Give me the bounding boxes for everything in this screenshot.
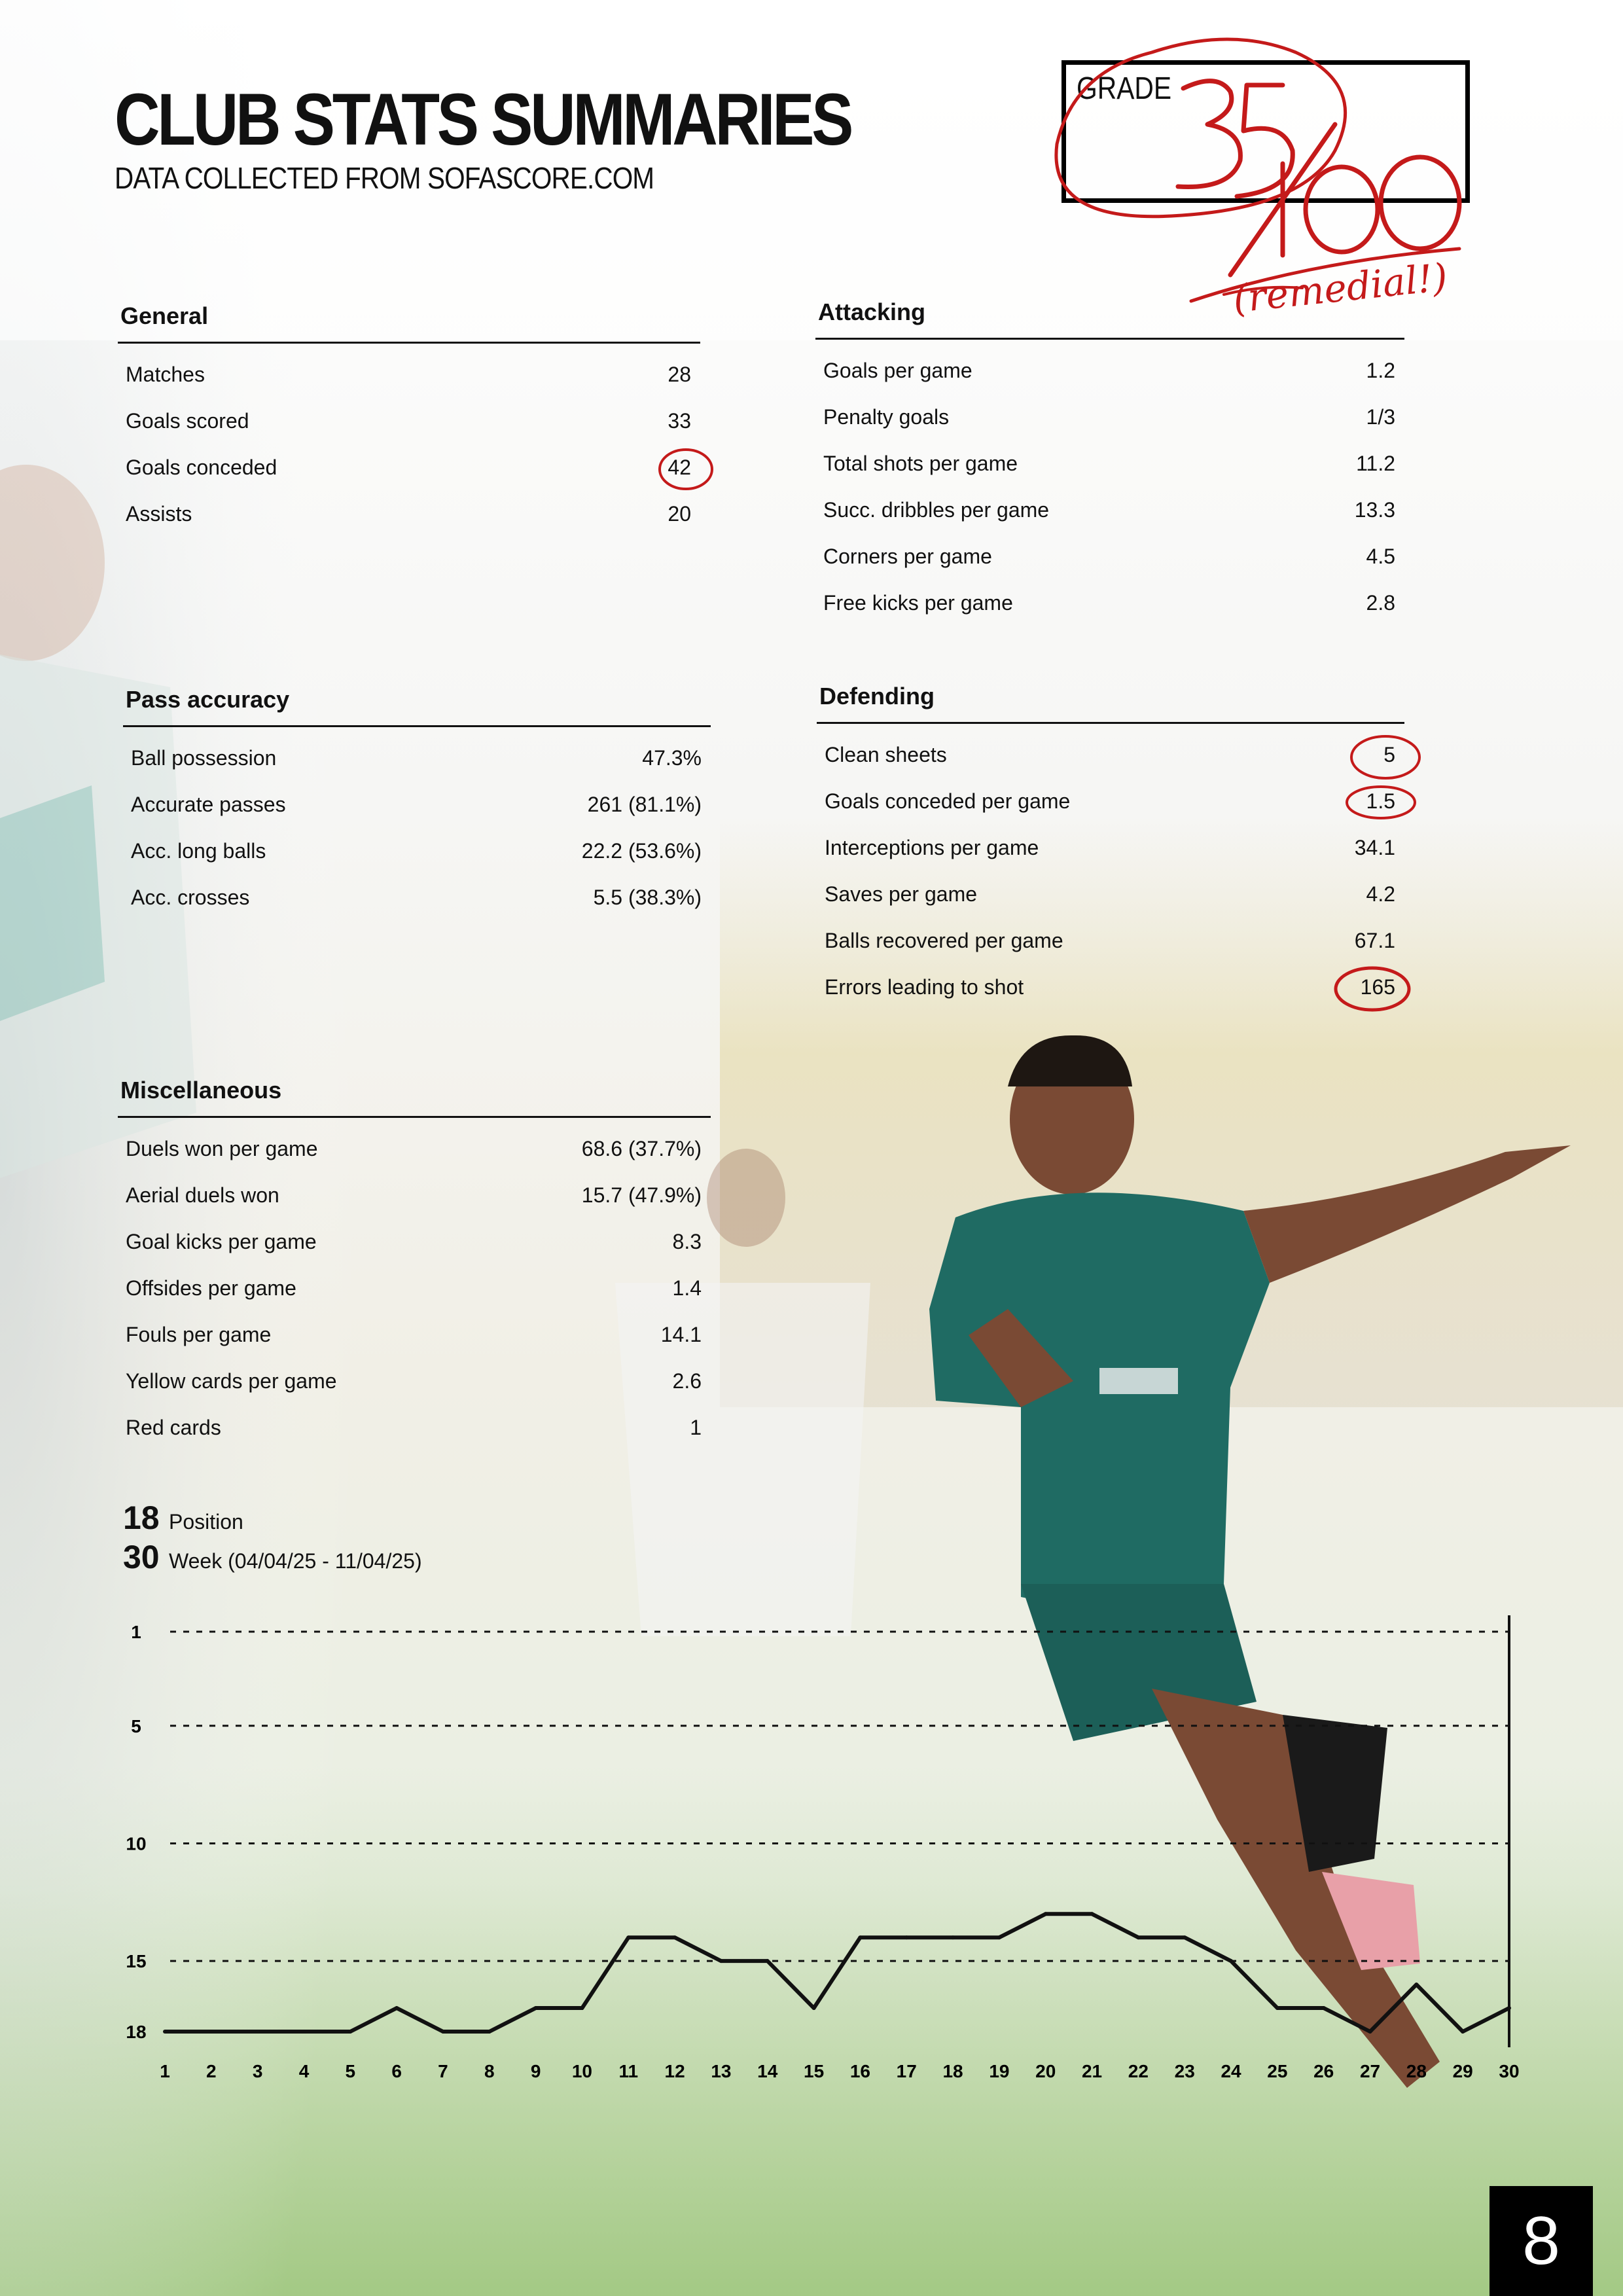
- x-tick-label: 6: [391, 2061, 402, 2081]
- x-tick-label: 18: [942, 2061, 963, 2081]
- stat-row-goals-scored: [118, 398, 700, 444]
- x-tick-label: 24: [1221, 2061, 1241, 2081]
- stat-label: Red cards: [126, 1416, 221, 1439]
- stat-row: [815, 580, 1404, 626]
- stat-row: [817, 964, 1404, 1011]
- stat-label: Aerial duels won: [126, 1183, 279, 1207]
- stat-value: 1.2: [1366, 359, 1395, 382]
- stat-label: Interceptions per game: [825, 836, 1039, 859]
- stat-value: 5: [1383, 743, 1395, 766]
- page-subtitle: DATA COLLECTED FROM SOFASCORE.COM: [115, 161, 654, 195]
- x-tick-label: 16: [849, 2061, 870, 2081]
- section-miscellaneous: [118, 1077, 711, 1451]
- x-tick-label: 7: [438, 2061, 448, 2081]
- stat-row: [123, 828, 711, 874]
- stat-label: Accurate passes: [131, 793, 286, 816]
- x-tick-label: 5: [345, 2061, 356, 2081]
- stat-value: 1.4: [672, 1276, 702, 1300]
- stat-value: 20: [668, 502, 691, 526]
- stat-label: Yellow cards per game: [126, 1369, 337, 1393]
- x-tick-label: 9: [530, 2061, 541, 2081]
- position-summary: [123, 1499, 422, 1577]
- stat-label: Assists: [126, 502, 192, 526]
- stat-label: Saves per game: [825, 882, 978, 906]
- stat-label: Goals conceded: [126, 456, 277, 479]
- x-tick-label: 2: [206, 2061, 217, 2081]
- section-title: Defending: [817, 683, 1404, 724]
- week-label: Week (04/04/25 - 11/04/25): [169, 1549, 422, 1573]
- stat-row: [817, 918, 1404, 964]
- page-number: 8: [1522, 2202, 1560, 2279]
- section-attacking: [815, 298, 1404, 626]
- stat-row: [815, 440, 1404, 487]
- x-tick-label: 30: [1499, 2061, 1520, 2081]
- x-tick-label: 21: [1081, 2061, 1103, 2081]
- stat-row: [123, 874, 711, 921]
- stat-label: Total shots per game: [823, 452, 1018, 475]
- x-tick-label: 19: [989, 2061, 1010, 2081]
- stat-value: 1: [690, 1416, 702, 1439]
- stat-row-matches: [118, 351, 700, 398]
- stat-row: [815, 348, 1404, 394]
- section-general: [118, 302, 700, 537]
- x-tick-label: 15: [804, 2061, 825, 2081]
- stat-label: Offsides per game: [126, 1276, 296, 1300]
- x-tick-label: 4: [298, 2061, 310, 2081]
- stat-value: 28: [668, 363, 691, 386]
- stat-label: Goals conceded per game: [825, 789, 1071, 813]
- x-tick-label: 13: [711, 2061, 732, 2081]
- stat-row: [815, 394, 1404, 440]
- x-tick-label: 27: [1359, 2061, 1381, 2081]
- stat-value: 22.2 (53.6%): [581, 839, 702, 863]
- stat-row: [123, 781, 711, 828]
- page-title: CLUB STATS SUMMARIES: [115, 79, 851, 160]
- stat-value: 165: [1360, 975, 1395, 999]
- grade-label: GRADE: [1077, 71, 1172, 106]
- stat-row-assists: [118, 491, 700, 537]
- stat-row: [118, 1126, 711, 1172]
- x-tick-label: 14: [757, 2061, 778, 2081]
- stat-value: 67.1: [1354, 929, 1395, 952]
- x-tick-label: 11: [618, 2061, 639, 2081]
- stat-label: Penalty goals: [823, 405, 950, 429]
- stat-value: 33: [668, 409, 691, 433]
- x-tick-label: 1: [160, 2061, 170, 2081]
- stat-row: [817, 825, 1404, 871]
- stat-value: 15.7 (47.9%): [581, 1183, 702, 1207]
- stat-value: 14.1: [660, 1323, 702, 1346]
- stat-label: Errors leading to shot: [825, 975, 1024, 999]
- stat-value: 68.6 (37.7%): [581, 1137, 702, 1160]
- x-tick-label: 17: [896, 2061, 917, 2081]
- x-tick-label: 8: [484, 2061, 495, 2081]
- stat-row: [817, 778, 1404, 825]
- x-tick-label: 12: [664, 2061, 685, 2081]
- stat-row: [118, 1405, 711, 1451]
- section-title: Pass accuracy: [123, 686, 711, 727]
- stat-row: [815, 487, 1404, 533]
- stat-value: 261 (81.1%): [587, 793, 702, 816]
- x-tick-label: 10: [571, 2061, 593, 2081]
- stat-row: [123, 735, 711, 781]
- week-line: [123, 1538, 422, 1577]
- stat-label: Acc. long balls: [131, 839, 266, 863]
- stat-value: 2.8: [1366, 591, 1395, 615]
- stat-value: 5.5 (38.3%): [593, 886, 702, 909]
- stat-label: Ball possession: [131, 746, 277, 770]
- stat-value: 13.3: [1354, 498, 1395, 522]
- position-line: [123, 1499, 422, 1538]
- section-pass-accuracy: [123, 686, 711, 921]
- stat-row: [815, 533, 1404, 580]
- stat-label: Duels won per game: [126, 1137, 318, 1160]
- stat-value: 42: [668, 456, 691, 479]
- stat-label: Free kicks per game: [823, 591, 1013, 615]
- position-rank: 18: [123, 1499, 160, 1536]
- x-tick-label: 25: [1267, 2061, 1288, 2081]
- stat-value: 8.3: [672, 1230, 702, 1253]
- x-tick-label: 29: [1452, 2061, 1473, 2081]
- stat-label: Goals per game: [823, 359, 972, 382]
- stat-value: 2.6: [672, 1369, 702, 1393]
- y-tick-label: 1: [131, 1622, 141, 1642]
- stat-row: [118, 1172, 711, 1219]
- x-tick-label: 26: [1313, 2061, 1334, 2081]
- stat-row: [118, 1265, 711, 1312]
- stat-label: Goals scored: [126, 409, 249, 433]
- stat-row: [817, 732, 1404, 778]
- stat-row-goals-conceded: [118, 444, 700, 491]
- stat-value: 11.2: [1356, 452, 1395, 475]
- y-tick-label: 5: [131, 1715, 141, 1736]
- stat-value: 1/3: [1366, 405, 1395, 429]
- x-tick-label: 20: [1035, 2061, 1056, 2081]
- y-tick-label: 18: [126, 2022, 147, 2042]
- stat-value: 1.5: [1366, 789, 1395, 813]
- stat-value: 47.3%: [642, 746, 702, 770]
- stat-value: 34.1: [1354, 836, 1395, 859]
- stat-value: 4.2: [1366, 882, 1395, 906]
- x-tick-label: 28: [1406, 2061, 1427, 2081]
- stat-value: 4.5: [1366, 545, 1395, 568]
- stat-label: Matches: [126, 363, 205, 386]
- stat-row: [817, 871, 1404, 918]
- x-tick-label: 23: [1174, 2061, 1195, 2081]
- stat-row: [118, 1312, 711, 1358]
- y-tick-label: 10: [126, 1833, 147, 1854]
- stat-label: Acc. crosses: [131, 886, 250, 909]
- grade-note: (remedial!): [1230, 255, 1450, 322]
- x-tick-label: 22: [1128, 2061, 1149, 2081]
- section-defending: [817, 683, 1404, 1011]
- stat-row: [118, 1358, 711, 1405]
- stat-row: [118, 1219, 711, 1265]
- stat-label: Corners per game: [823, 545, 992, 568]
- y-tick-label: 15: [126, 1951, 147, 1972]
- section-title: Miscellaneous: [118, 1077, 711, 1118]
- stat-label: Clean sheets: [825, 743, 947, 766]
- week-number: 30: [123, 1539, 160, 1575]
- section-title: Attacking: [815, 298, 1404, 340]
- stat-label: Succ. dribbles per game: [823, 498, 1050, 522]
- stat-label: Fouls per game: [126, 1323, 272, 1346]
- x-tick-label: 3: [252, 2061, 263, 2081]
- section-title: General: [118, 302, 700, 344]
- stat-label: Goal kicks per game: [126, 1230, 317, 1253]
- stat-label: Balls recovered per game: [825, 929, 1063, 952]
- page-number-box: [1489, 2186, 1593, 2296]
- position-label: Position: [169, 1510, 243, 1534]
